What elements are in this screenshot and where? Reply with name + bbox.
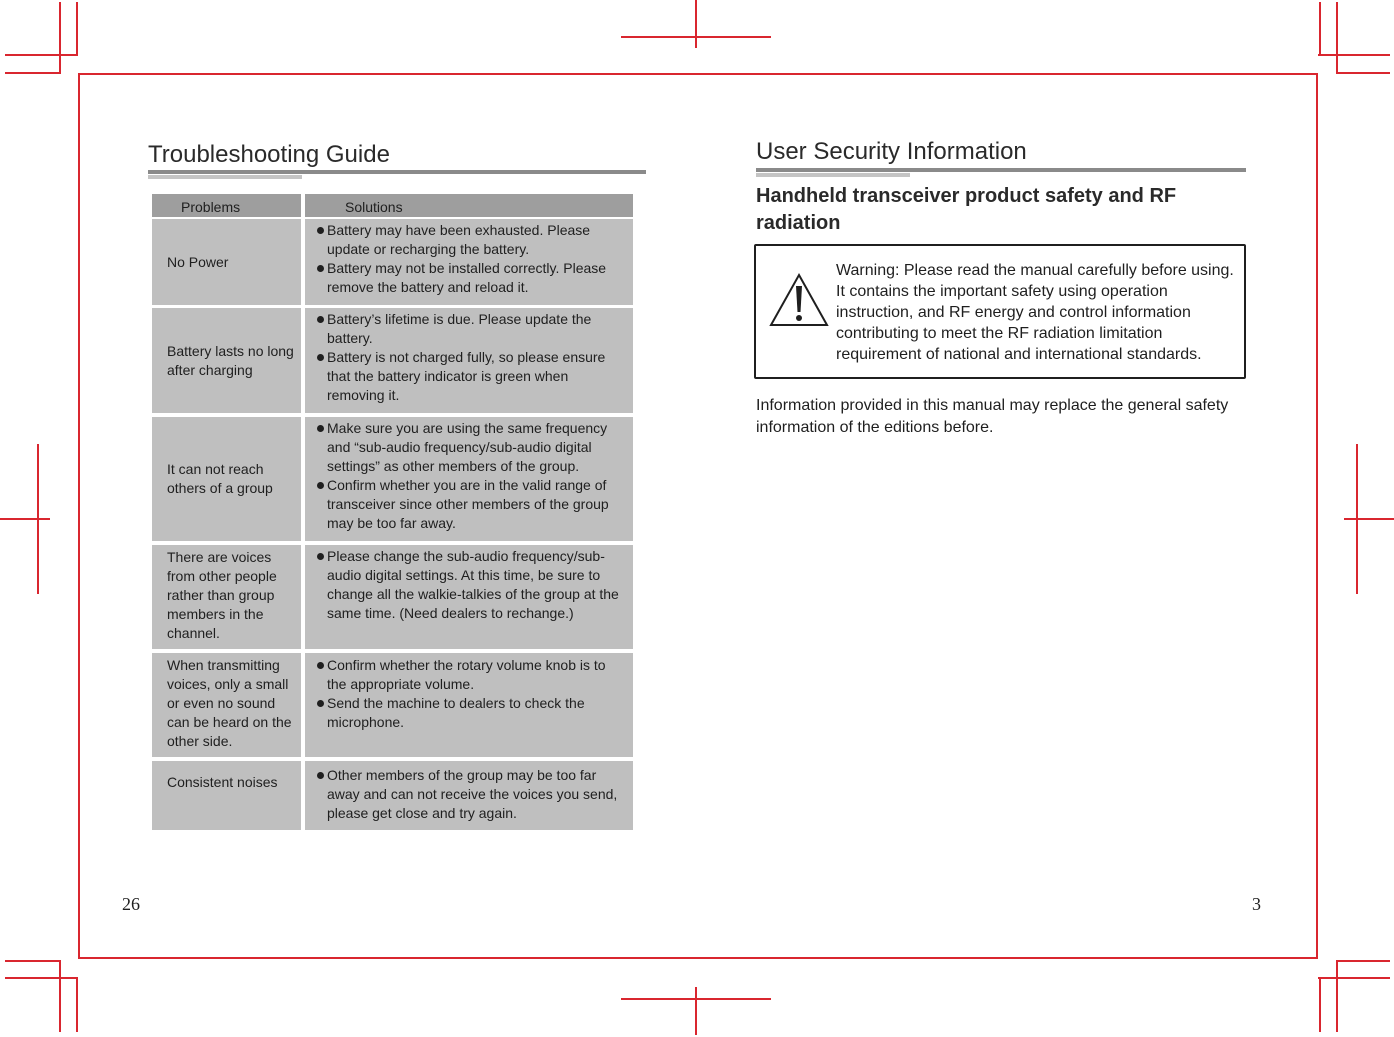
table-row-solutions bbox=[305, 308, 633, 413]
table-row-problem: When transmitting voices, only a small or even no sound can be heard on the other side. bbox=[152, 653, 301, 757]
table-row-problem: Battery lasts no long after charging bbox=[152, 308, 301, 413]
title-rule bbox=[148, 170, 646, 174]
security-title-rule-accent bbox=[756, 173, 910, 177]
security-title: User Security Information bbox=[756, 138, 1027, 165]
header-solutions: Solutions bbox=[305, 194, 633, 217]
troubleshooting-title: Troubleshooting Guide bbox=[148, 141, 390, 168]
table-row-problem: No Power bbox=[152, 219, 301, 305]
security-title-rule bbox=[756, 168, 1246, 172]
info-text: Information provided in this manual may replace the general safety information of the editions before. bbox=[756, 397, 1229, 436]
solution-item: Battery may have been exhausted. Please update or recharging the battery. bbox=[317, 221, 623, 259]
table-row-solutions bbox=[305, 417, 633, 541]
page-number-right: 3 bbox=[1252, 894, 1261, 914]
solution-item: Confirm whether the rotary volume knob is to the appropriate volume. bbox=[317, 656, 623, 694]
solution-item: Send the machine to dealers to check the microphone. bbox=[317, 694, 623, 732]
table-row-problem: It can not reach others of a group bbox=[152, 417, 301, 541]
title-rule-accent bbox=[148, 175, 302, 179]
page-number-left: 26 bbox=[122, 894, 140, 914]
header-problems: Problems bbox=[152, 194, 301, 217]
solution-item: Make sure you are using the same frequency and “sub-audio frequency/sub-audio digital settings” as other members of the group. bbox=[317, 419, 623, 476]
solution-item: Other members of the group may be too far away and can not receive the voices you send, please get close and try again. bbox=[317, 766, 623, 823]
solution-item: Battery may not be installed correctly. Please remove the battery and reload it. bbox=[317, 259, 623, 297]
table-row-solutions bbox=[305, 761, 633, 830]
solution-item: Battery is not charged fully, so please ensure that the battery indicator is green when removing it. bbox=[317, 348, 623, 405]
table-row-solutions bbox=[305, 653, 633, 757]
table-row-problem: Consistent noises bbox=[152, 761, 301, 830]
table-row-solutions bbox=[305, 219, 633, 305]
warning-box bbox=[754, 244, 1246, 379]
table-row-problem: There are voices from other people rather than group members in the channel. bbox=[152, 545, 301, 649]
solution-item: Please change the sub-audio frequency/sub-audio digital settings. At this time, be sure to change all the walkie-talkies of the group at the same time. (Need dealers to rechange.) bbox=[317, 547, 623, 623]
solution-item: Battery’s lifetime is due. Please update the battery. bbox=[317, 310, 623, 348]
safety-subheading: Handheld transceiver product safety and RF radiation bbox=[756, 185, 1177, 234]
warning-triangle-icon bbox=[768, 272, 830, 328]
warning-text: Warning: Please read the manual carefully before using. It contains the important safety using operation instruction, and RF energy and control information contributing to meet the RF radiation limitation requirement of national and international standards. bbox=[836, 262, 1234, 363]
solution-item: Confirm whether you are in the valid range of transceiver since other members of the group may be too far away. bbox=[317, 476, 623, 533]
table-row-solutions bbox=[305, 545, 633, 649]
